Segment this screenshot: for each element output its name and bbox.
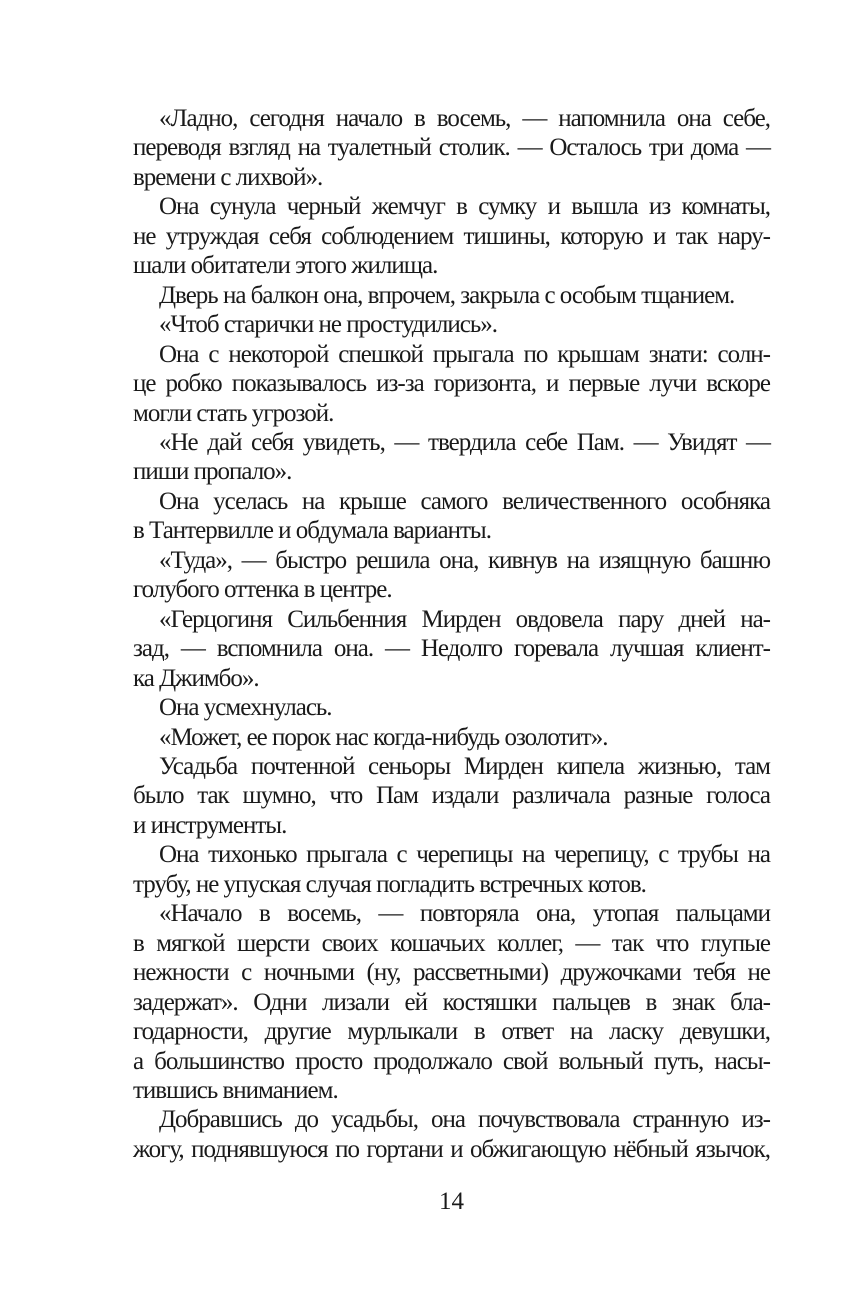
text-line: нежности с ночными (ну, рассветными) дружочками тебя не <box>133 959 770 987</box>
text-line: «Туда», — быстро решила она, кивнув на изящную башню <box>159 546 770 574</box>
paragraph <box>133 310 770 339</box>
paragraph <box>133 840 770 899</box>
text-line: в мягкой шерсти своих кошачьих коллег, — так что глупые <box>133 929 770 957</box>
text-line: могли стать угрозой. <box>133 399 334 427</box>
text-line: трубу, не упуская случая погладить встречных котов. <box>133 870 646 898</box>
page-number: 14 <box>439 1188 464 1215</box>
text-line: времени с лихвой». <box>133 163 323 191</box>
paragraph <box>133 723 770 752</box>
text-line: Она сунула черный жемчуг в сумку и вышла из комнаты, <box>159 193 770 221</box>
paragraph <box>133 752 770 840</box>
text-line: шали обитатели этого жилища. <box>133 252 438 280</box>
text-line: ка Джимбо». <box>133 664 259 692</box>
text-line: Усадьба почтенной сеньоры Мирден кипела жизнью, там <box>159 752 770 780</box>
text-line: было так шумно, что Пам издали различала разные голоса <box>133 782 770 810</box>
text-line: переводя взгляд на туалетный столик. — Осталось три дома — <box>133 134 770 162</box>
text-line: це робко показывалось из-за горизонта, и первые лучи вскоре <box>133 370 770 398</box>
text-line: «Ладно, сегодня начало в восемь, — напомнила она себе, <box>159 105 770 132</box>
text-line: «Не дай себя увидеть, — твердила себе Пам. — Увидят — <box>159 428 770 456</box>
text-line: тившись вниманием. <box>133 1076 338 1104</box>
paragraph <box>133 546 770 605</box>
text-line: «Может, ее порок нас когда-нибудь озолотит». <box>159 723 608 751</box>
paragraph <box>133 428 770 487</box>
text-line: и инструменты. <box>133 811 287 839</box>
paragraph <box>133 487 770 546</box>
text-line: Дверь на балкон она, впрочем, закрыла с особым тщанием. <box>159 281 735 309</box>
text-line: пиши пропало». <box>133 458 292 486</box>
text-line: «Начало в восемь, — повторяла она, утопая пальцами <box>159 900 770 928</box>
text-line: «Герцогиня Сильбенния Мирден овдовела пару дней на- <box>159 605 770 633</box>
text-line: Она с некоторой спешкой прыгала по крышам знати: солн- <box>159 340 770 368</box>
text-line: не утруждая себя соблюдением тишины, которую и так нару- <box>133 222 770 250</box>
text-line: зад, — вспомнила она. — Недолго горевала лучшая клиент- <box>133 635 770 663</box>
paragraph <box>133 104 770 192</box>
paragraph <box>133 1105 770 1164</box>
paragraph <box>133 899 770 1105</box>
text-line: Она усмехнулась. <box>159 694 332 722</box>
text-line: «Чтоб старички не простудились». <box>159 311 498 339</box>
text-line: Она уселась на крыше самого величественного особняка <box>159 487 770 515</box>
body-text-block <box>133 104 770 1164</box>
text-line: в Тантервилле и обдумала варианты. <box>133 517 491 545</box>
text-line: Добравшись до усадьбы, она почувствовала странную из- <box>159 1106 770 1134</box>
text-line: жогу, поднявшуюся по гортани и обжигающую нёбный язычок, <box>133 1135 770 1163</box>
paragraph <box>133 605 770 693</box>
text-line: задержат». Одни лизали ей костяшки пальцев в знак бла- <box>133 988 770 1016</box>
text-line: голубого оттенка в центре. <box>133 576 392 604</box>
text-line: годарности, другие мурлыкали в ответ на ласку девушки, <box>133 1018 770 1046</box>
paragraph <box>133 281 770 310</box>
paragraph <box>133 192 770 280</box>
text-line: Она тихонько прыгала с черепицы на черепицу, с трубы на <box>159 841 770 869</box>
paragraph <box>133 340 770 428</box>
paragraph <box>133 693 770 722</box>
text-line: а большинство просто продолжало свой вольный путь, насы- <box>133 1047 770 1075</box>
